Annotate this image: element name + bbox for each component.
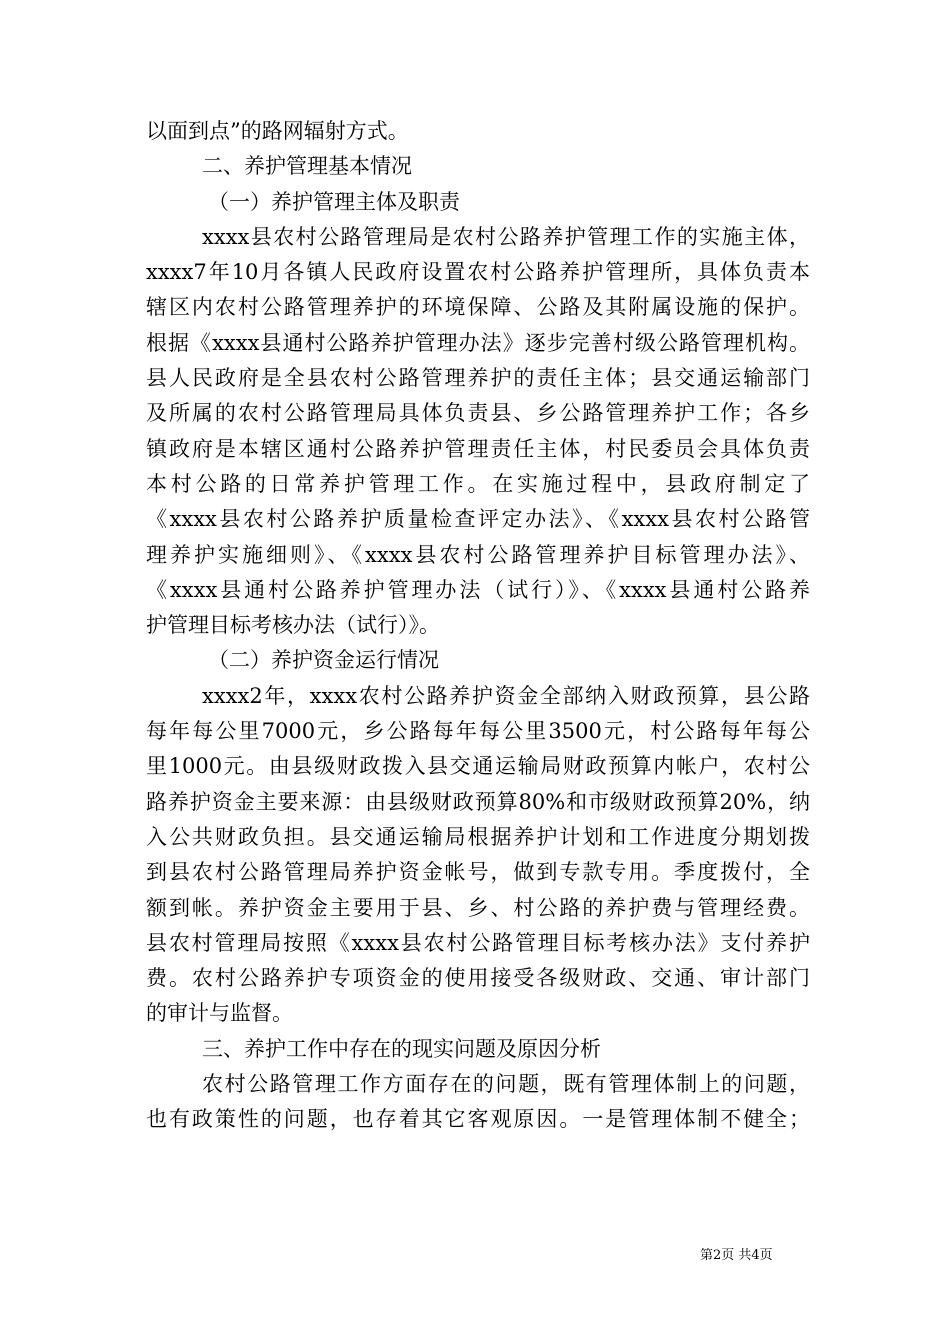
paragraph-line: 入公共财政负担。县交通运输局根据养护计划和工作进度分期划拨 xyxy=(146,824,810,849)
document-body xyxy=(146,114,810,1138)
paragraph-line: 及所属的农村公路管理局具体负责县、乡公路管理养护工作；各乡 xyxy=(146,401,810,426)
paragraph-line: 以面到点”的路网辐射方式。 xyxy=(146,119,409,143)
subsection-heading: （二）养护资金运行情况 xyxy=(208,648,439,673)
paragraph-line: 根据《xxxx县通村公路养护管理办法》逐步完善村级公路管理机构。 xyxy=(146,330,810,355)
paragraph-line: xxxx2年，xxxx农村公路养护资金全部纳入财政预算，县公路 xyxy=(202,683,810,708)
paragraph-line: 里1000元。由县级财政拨入县交通运输局财政预算内帐户，农村公 xyxy=(146,754,810,779)
paragraph-line: 镇政府是本辖区通村公路养护管理责任主体，村民委员会具体负责 xyxy=(146,436,810,461)
paragraph-line: 县农村管理局按照《xxxx县农村公路管理目标考核办法》支付养护 xyxy=(146,930,810,955)
paragraph-line: 理养护实施细则》、《xxxx县农村公路管理养护目标管理办法》、 xyxy=(146,542,810,567)
paragraph-line: 辖区内农村公路管理养护的环境保障、公路及其附属设施的保护。 xyxy=(146,295,810,320)
paragraph-line: 《xxxx县通村公路养护管理办法（试行）》、《xxxx县通村公路养 xyxy=(146,577,810,602)
paragraph-line: 农村公路管理工作方面存在的问题，既有管理体制上的问题， xyxy=(202,1072,810,1097)
paragraph-line: 费。农村公路养护专项资金的使用接受各级财政、交通、审计部门 xyxy=(146,966,810,991)
paragraph-line: xxxx县农村公路管理局是农村公路养护管理工作的实施主体， xyxy=(202,224,810,249)
paragraph-line: 每年每公里7000元，乡公路每年每公里3500元，村公路每年每公 xyxy=(146,719,810,744)
paragraph-line: 额到帐。养护资金主要用于县、乡、村公路的养护费与管理经费。 xyxy=(146,895,810,920)
paragraph-line: 路养护资金主要来源：由县级财政预算80%和市级财政预算20%，纳 xyxy=(146,789,810,814)
subsection-heading: （一）养护管理主体及职责 xyxy=(208,189,460,214)
paragraph-line: xxxx7年10月各镇人民政府设置农村公路养护管理所，具体负责本 xyxy=(146,260,810,285)
paragraph-line: 也有政策性的问题，也存着其它客观原因。一是管理体制不健全； xyxy=(146,1107,810,1132)
paragraph-line: 本村公路的日常养护管理工作。在实施过程中，县政府制定了 xyxy=(146,471,810,496)
paragraph-line: 县人民政府是全县农村公路管理养护的责任主体；县交通运输部门 xyxy=(146,366,810,391)
paragraph-line: 《xxxx县农村公路养护质量检查评定办法》、《xxxx县农村公路管 xyxy=(146,507,810,532)
paragraph-line: 的审计与监督。 xyxy=(146,1001,293,1026)
page-number-footer: 第2页 共4页 xyxy=(700,1248,773,1263)
paragraph-line: 护管理目标考核办法（试行）》。 xyxy=(146,613,440,638)
section-heading: 三、养护工作中存在的现实问题及原因分析 xyxy=(202,1036,601,1061)
section-heading: 二、养护管理基本情况 xyxy=(202,154,412,179)
paragraph-line: 到县农村公路管理局养护资金帐号，做到专款专用。季度拨付，全 xyxy=(146,860,810,885)
